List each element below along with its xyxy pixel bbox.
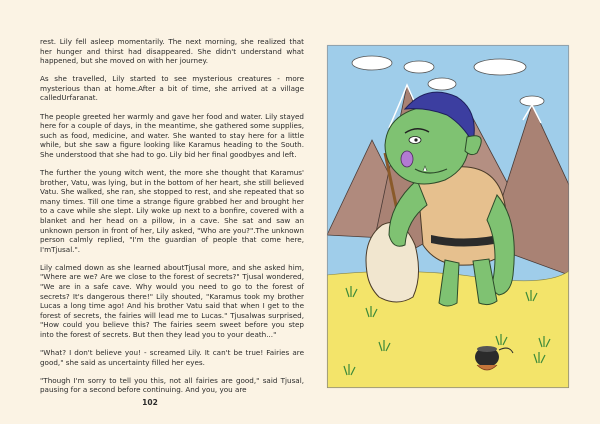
story-text xyxy=(40,37,304,404)
troll-drawing xyxy=(327,45,569,388)
paragraph: Lily calmed down as she learned aboutTjusal more, and she asked him, "Where are we? Are we close to the forest of secrets?" Tjusal wondered, "We are in a safe cave. Why would you need to go to the forest of secrets? It's dangerous there!" Lily shouted, "Karamus took my brother Lucas a long time ago! And his brother Vatu said that when I get to the forest of secrets, the fairies will lead me to Lucas." Tjusalwas surprised, "How could you believe this? The fairies seem sweet before you step into the forest of secrets. But then they lead you to your death..." xyxy=(40,262,304,340)
paragraph: The people greeted her warmly and gave her food and water. Lily stayed here for a couple of days, in the meantime, she gathered some supplies, such as food, medicine, and water. She wanted to stay here for a little while, but she saw a figure looking like Karamus heading to the South. She understood that she had to go. Lily bid her final goodbyes and left. xyxy=(40,111,304,159)
nose xyxy=(401,151,413,167)
illustration-troll xyxy=(327,45,569,388)
paragraph: As she travelled, Lily started to see mysterious creatures - more mysterious than at home.After a bit of time, she arrived at a village calledUrfaranat. xyxy=(40,74,304,103)
paragraph: "What? I don't believe you! - screamed Lily. It can't be true! Fairies are good," she said as uncertainty filled her eyes. xyxy=(40,348,304,367)
page-number: 102 xyxy=(142,398,158,407)
paragraph: rest. Lily fell asleep momentarily. The next morning, she realized that her hunger and thirst had disappeared. She didn't understand what happened, but she moved on with her journey. xyxy=(40,37,304,66)
paragraph: The further the young witch went, the more she thought that Karamus' brother, Vatu, was lying, but in the bottom of her heart, she still believed Vatu. She walked, she ran, she stopped to rest, and she repeated that so many times. Till one time a strange figure grabbed her and brought her to a cave while she slept. Lily woke up next to a bonfire, covered with a blanket and her head on a pillow, in a cave. She sat and saw an unknown person in front of her, Lily asked, "Who are you?".The unknown person calmly replied, "I'm the guardian of people that come here, I'mTjusal.". xyxy=(40,168,304,254)
paragraph: "Though I'm sorry to tell you this, not all fairies are good," said Tjusal, pausing for a second before continuing. And you, you are xyxy=(40,375,304,395)
